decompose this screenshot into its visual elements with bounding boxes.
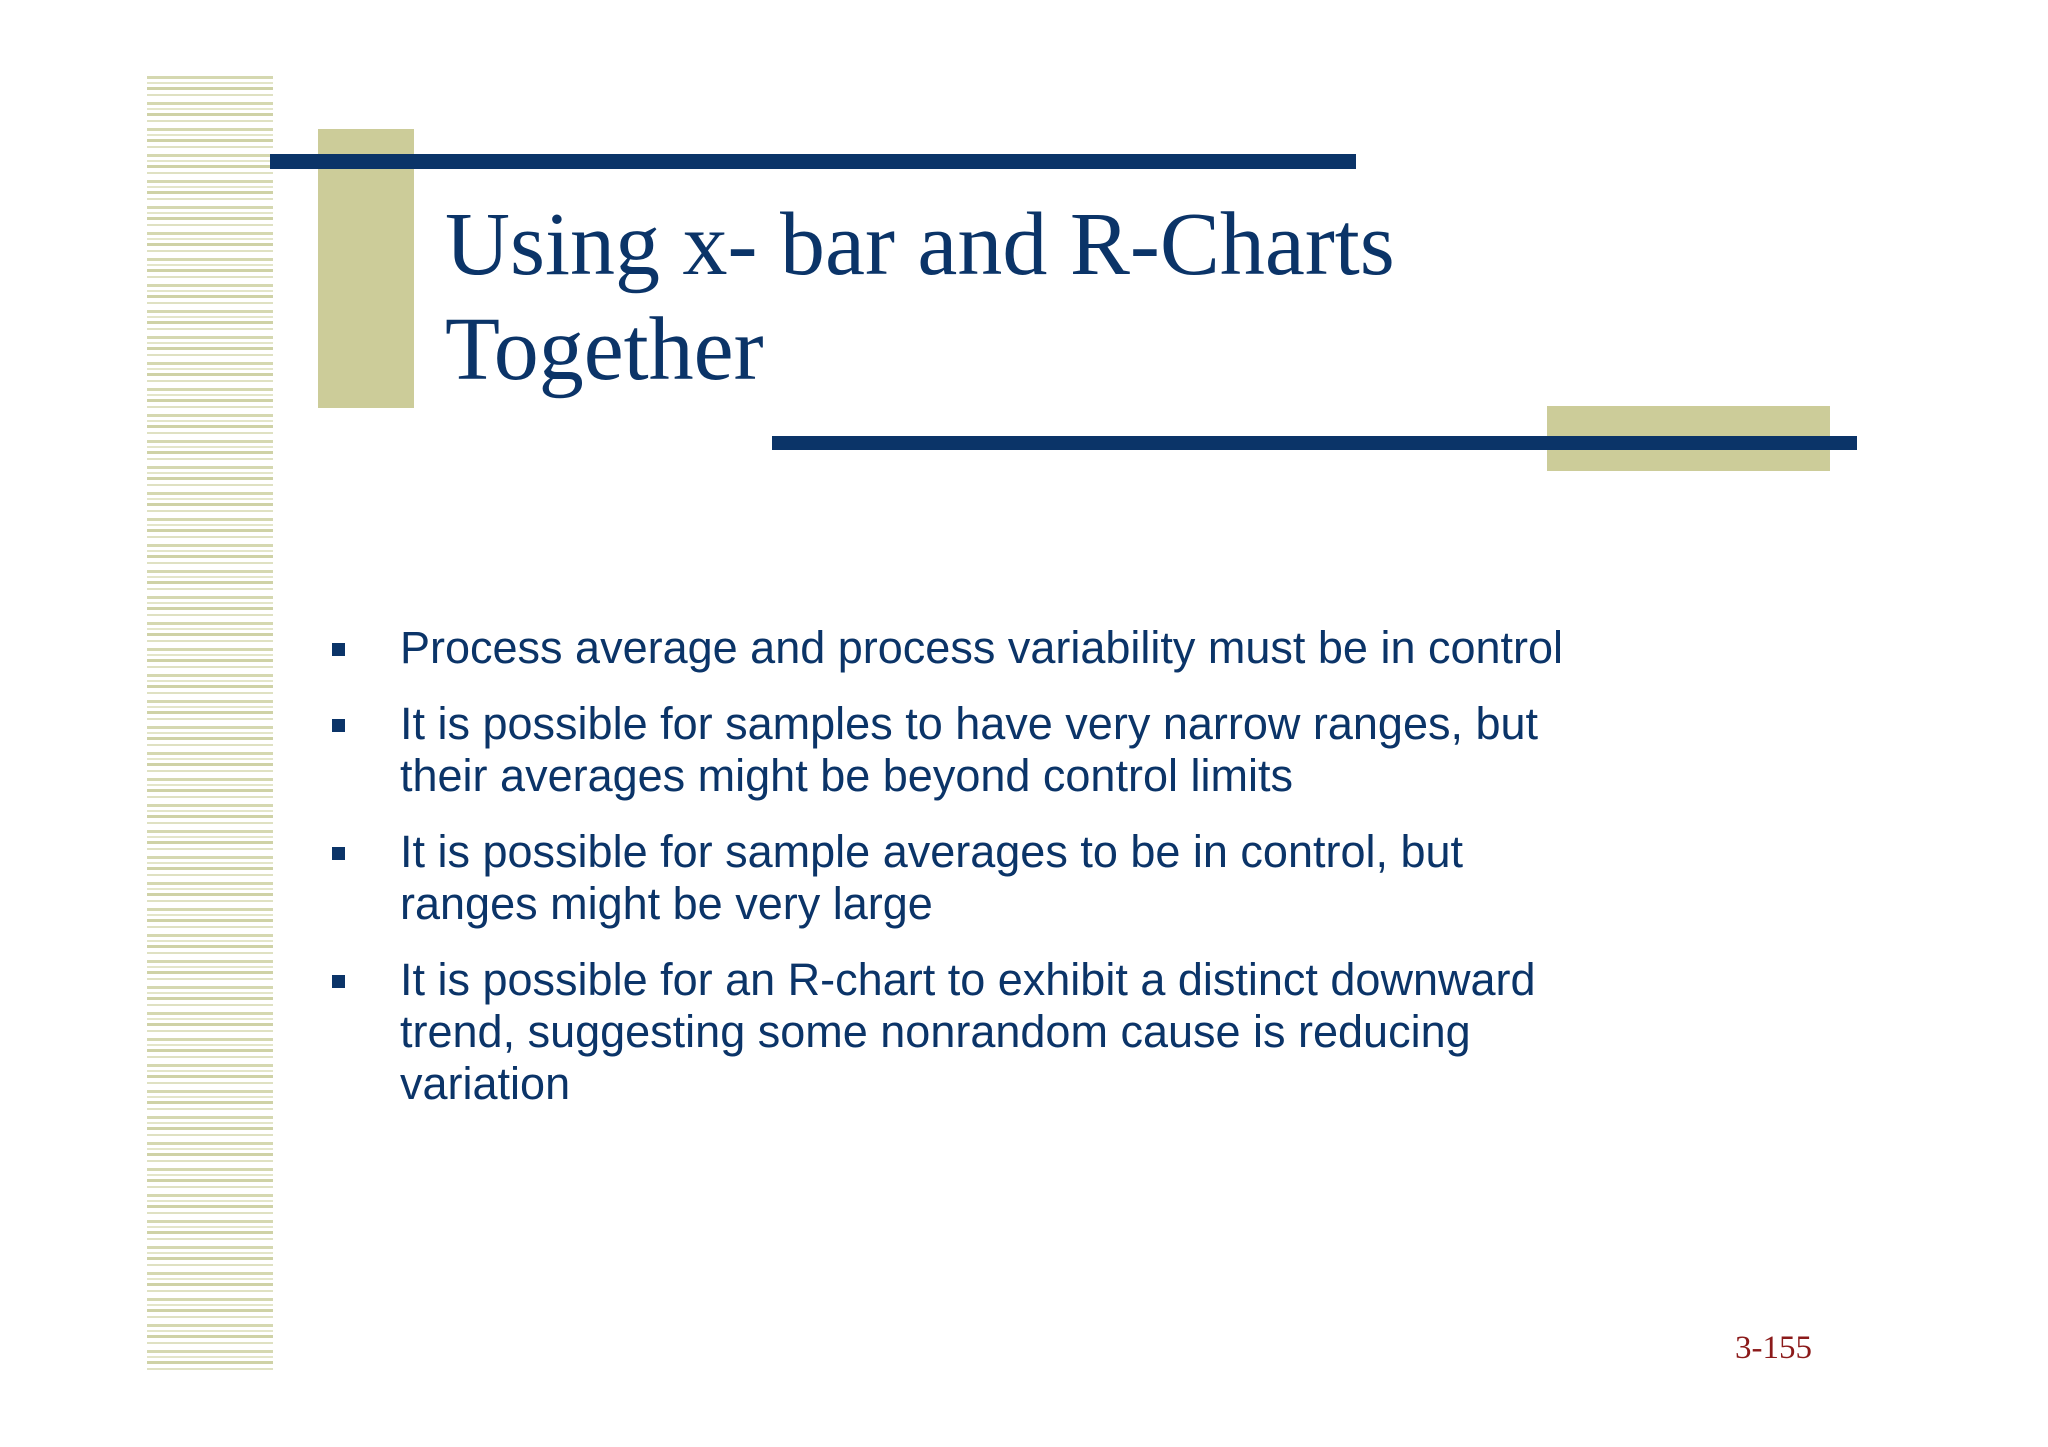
- accent-block-top: [318, 129, 414, 408]
- square-bullet-icon: [332, 719, 345, 732]
- square-bullet-icon: [332, 643, 345, 656]
- square-bullet-icon: [332, 847, 345, 860]
- bullet-line: trend, suggesting some nonrandom cause is reducing: [400, 1006, 1471, 1057]
- bullet-item: [328, 954, 1748, 1110]
- page-number: 3-155: [1735, 1330, 1812, 1366]
- bullet-line: Process average and process variability must be in control: [400, 622, 1564, 673]
- slide-title-line: Together: [445, 300, 764, 399]
- bullet-item: [328, 698, 1748, 802]
- bullet-line: ranges might be very large: [400, 878, 933, 929]
- bullet-item: [328, 826, 1748, 930]
- bullet-line: their averages might be beyond control limits: [400, 750, 1293, 801]
- title-rule-top: [270, 154, 1356, 169]
- bullet-line: It is possible for an R-chart to exhibit a distinct downward: [400, 954, 1536, 1005]
- slide-title: [445, 192, 1565, 402]
- title-rule-bottom: [772, 436, 1857, 450]
- bullet-line: It is possible for sample averages to be in control, but: [400, 826, 1464, 877]
- bullet-line: It is possible for samples to have very narrow ranges, but: [400, 698, 1539, 749]
- bullet-item: [328, 622, 1748, 674]
- slide-title-line: Using x- bar and R-Charts: [445, 195, 1395, 294]
- decorative-stripe-band: [147, 76, 273, 1372]
- square-bullet-icon: [332, 975, 345, 988]
- bullet-list: [328, 622, 1748, 1134]
- bullet-line: variation: [400, 1058, 571, 1109]
